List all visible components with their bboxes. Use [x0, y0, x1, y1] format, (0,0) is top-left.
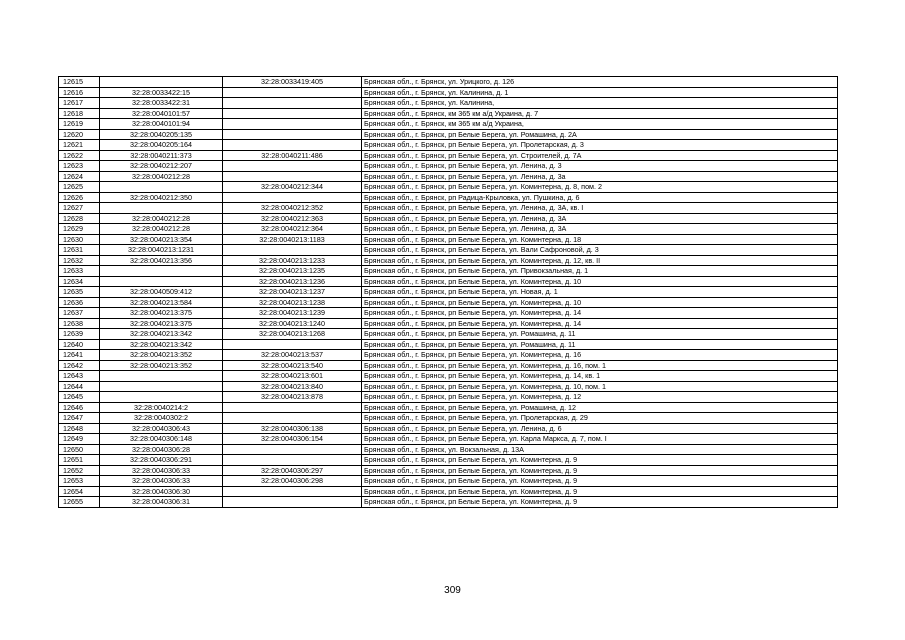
address-cell: Брянская обл., г. Брянск, рп Белые Берега, ул. Коминтерна, д. 9 [362, 476, 838, 487]
address-cell: Брянская обл., г. Брянск, рп Белые Берега, ул. Коминтерна, д. 9 [362, 497, 838, 508]
row-number-cell: 12631 [59, 245, 100, 256]
address-cell: Брянская обл., г. Брянск, рп Белые Берега, ул. Коминтерна, д. 10 [362, 276, 838, 287]
address-cell: Брянская обл., г. Брянск, рп Белые Берега, ул. Карла Маркса, д. 7, пом. I [362, 434, 838, 445]
land-cadastral-number-cell: 32:28:0040306:33 [100, 476, 223, 487]
land-cadastral-number-cell: 32:28:0040302:2 [100, 413, 223, 424]
row-number-cell: 12649 [59, 434, 100, 445]
building-cadastral-number-cell: 32:28:0040213:1240 [223, 318, 362, 329]
building-cadastral-number-cell: 32:28:0040213:540 [223, 360, 362, 371]
building-cadastral-number-cell: 32:28:0040212:363 [223, 213, 362, 224]
address-cell: Брянская обл., г. Брянск, рп Белые Берега, ул. Ленина, д. 3а [362, 171, 838, 182]
table-row [59, 203, 838, 214]
row-number-cell: 12628 [59, 213, 100, 224]
building-cadastral-number-cell: 32:28:0040212:352 [223, 203, 362, 214]
address-cell: Брянская обл., г. Брянск, рп Белые Берега, ул. Строителей, д. 7А [362, 150, 838, 161]
address-cell: Брянская обл., г. Брянск, рп Белые Берега, ул. Новая, д. 1 [362, 287, 838, 298]
building-cadastral-number-cell: 32:28:0040306:297 [223, 465, 362, 476]
table-row [59, 465, 838, 476]
table-row [59, 413, 838, 424]
building-cadastral-number-cell: 32:28:0040211:486 [223, 150, 362, 161]
table-row [59, 255, 838, 266]
row-number-cell: 12654 [59, 486, 100, 497]
building-cadastral-number-cell [223, 413, 362, 424]
row-number-cell: 12650 [59, 444, 100, 455]
land-cadastral-number-cell [100, 77, 223, 88]
table-row [59, 171, 838, 182]
building-cadastral-number-cell: 32:28:0040213:1268 [223, 329, 362, 340]
land-cadastral-number-cell [100, 203, 223, 214]
land-cadastral-number-cell: 32:28:0040212:28 [100, 224, 223, 235]
table-row [59, 266, 838, 277]
building-cadastral-number-cell [223, 119, 362, 130]
table-row [59, 455, 838, 466]
row-number-cell: 12632 [59, 255, 100, 266]
land-cadastral-number-cell [100, 392, 223, 403]
land-cadastral-number-cell: 32:28:0040212:350 [100, 192, 223, 203]
row-number-cell: 12615 [59, 77, 100, 88]
address-cell: Брянская обл., г. Брянск, рп Белые Берега, ул. Ромашина, д. 2А [362, 129, 838, 140]
row-number-cell: 12616 [59, 87, 100, 98]
row-number-cell: 12633 [59, 266, 100, 277]
table-row [59, 98, 838, 109]
address-cell: Брянская обл., г. Брянск, км 365 км а/д Украина, [362, 119, 838, 130]
table-row [59, 234, 838, 245]
address-cell: Брянская обл., г. Брянск, рп Белые Берега, ул. Коминтерна, д. 14 [362, 308, 838, 319]
building-cadastral-number-cell: 32:28:0040213:1236 [223, 276, 362, 287]
row-number-cell: 12639 [59, 329, 100, 340]
land-cadastral-number-cell: 32:28:0040212:207 [100, 161, 223, 172]
row-number-cell: 12645 [59, 392, 100, 403]
row-number-cell: 12641 [59, 350, 100, 361]
table-row [59, 245, 838, 256]
row-number-cell: 12655 [59, 497, 100, 508]
row-number-cell: 12652 [59, 465, 100, 476]
table-row [59, 381, 838, 392]
building-cadastral-number-cell: 32:28:0040213:601 [223, 371, 362, 382]
building-cadastral-number-cell [223, 455, 362, 466]
land-cadastral-number-cell [100, 266, 223, 277]
land-cadastral-number-cell [100, 182, 223, 193]
building-cadastral-number-cell [223, 140, 362, 151]
land-cadastral-number-cell: 32:28:0040213:342 [100, 329, 223, 340]
address-cell: Брянская обл., г. Брянск, ул. Урицкого, д. 126 [362, 77, 838, 88]
building-cadastral-number-cell [223, 129, 362, 140]
address-cell: Брянская обл., г. Брянск, ул. Вокзальная, д. 13А [362, 444, 838, 455]
table-row [59, 161, 838, 172]
table-row [59, 108, 838, 119]
building-cadastral-number-cell [223, 98, 362, 109]
address-cell: Брянская обл., г. Брянск, рп Белые Берега, ул. Коминтерна, д. 8, пом. 2 [362, 182, 838, 193]
table-row [59, 350, 838, 361]
building-cadastral-number-cell [223, 171, 362, 182]
table-row [59, 77, 838, 88]
address-cell: Брянская обл., г. Брянск, рп Белые Берега, ул. Коминтерна, д. 12 [362, 392, 838, 403]
row-number-cell: 12640 [59, 339, 100, 350]
address-cell: Брянская обл., г. Брянск, рп Белые Берега, ул. Ромашина, д. 12 [362, 402, 838, 413]
land-cadastral-number-cell: 32:28:0040213:1231 [100, 245, 223, 256]
row-number-cell: 12653 [59, 476, 100, 487]
land-cadastral-number-cell: 32:28:0040101:94 [100, 119, 223, 130]
address-cell: Брянская обл., г. Брянск, рп Белые Берега, ул. Коминтерна, д. 10, пом. 1 [362, 381, 838, 392]
address-cell: Брянская обл., г. Брянск, рп Белые Берега, ул. Коминтерна, д. 9 [362, 465, 838, 476]
table-row [59, 287, 838, 298]
table-row [59, 371, 838, 382]
building-cadastral-number-cell [223, 161, 362, 172]
table-row [59, 476, 838, 487]
building-cadastral-number-cell: 32:28:0033419:405 [223, 77, 362, 88]
address-cell: Брянская обл., г. Брянск, рп Белые Берега, ул. Ромашина, д. 11 [362, 339, 838, 350]
table-row [59, 87, 838, 98]
land-cadastral-number-cell: 32:28:0040214:2 [100, 402, 223, 413]
land-cadastral-number-cell: 32:28:0040213:352 [100, 360, 223, 371]
building-cadastral-number-cell: 32:28:0040213:537 [223, 350, 362, 361]
building-cadastral-number-cell: 32:28:0040306:154 [223, 434, 362, 445]
row-number-cell: 12644 [59, 381, 100, 392]
building-cadastral-number-cell [223, 192, 362, 203]
row-number-cell: 12651 [59, 455, 100, 466]
building-cadastral-number-cell: 32:28:0040213:1183 [223, 234, 362, 245]
address-cell: Брянская обл., г. Брянск, ул. Калинина, д. 1 [362, 87, 838, 98]
table-row [59, 140, 838, 151]
row-number-cell: 12630 [59, 234, 100, 245]
building-cadastral-number-cell: 32:28:0040213:1235 [223, 266, 362, 277]
land-cadastral-number-cell: 32:28:0040213:352 [100, 350, 223, 361]
address-cell: Брянская обл., г. Брянск, рп Белые Берега, ул. Ленина, д. 3А [362, 224, 838, 235]
table-row [59, 308, 838, 319]
table-row [59, 150, 838, 161]
address-cell: Брянская обл., г. Брянск, рп Белые Берега, ул. Коминтерна, д. 10 [362, 297, 838, 308]
table-row [59, 182, 838, 193]
address-cell: Брянская обл., г. Брянск, рп Белые Берега, ул. Пролетарская, д. 3 [362, 140, 838, 151]
land-cadastral-number-cell: 32:28:0040205:135 [100, 129, 223, 140]
row-number-cell: 12622 [59, 150, 100, 161]
building-cadastral-number-cell: 32:28:0040213:878 [223, 392, 362, 403]
building-cadastral-number-cell: 32:28:0040213:1239 [223, 308, 362, 319]
row-number-cell: 12642 [59, 360, 100, 371]
land-cadastral-number-cell: 32:28:0040213:375 [100, 318, 223, 329]
row-number-cell: 12619 [59, 119, 100, 130]
land-cadastral-number-cell: 32:28:0040306:291 [100, 455, 223, 466]
address-cell: Брянская обл., г. Брянск, рп Белые Берега, ул. Ленина, д. 3 [362, 161, 838, 172]
table-row [59, 497, 838, 508]
address-cell: Брянская обл., г. Брянск, км 365 км а/д Украина, д. 7 [362, 108, 838, 119]
address-cell: Брянская обл., г. Брянск, ул. Калинина, [362, 98, 838, 109]
building-cadastral-number-cell [223, 339, 362, 350]
row-number-cell: 12627 [59, 203, 100, 214]
land-cadastral-number-cell: 32:28:0040211:373 [100, 150, 223, 161]
land-cadastral-number-cell [100, 381, 223, 392]
building-cadastral-number-cell [223, 87, 362, 98]
land-cadastral-number-cell: 32:28:0033422:15 [100, 87, 223, 98]
land-cadastral-number-cell: 32:28:0040101:57 [100, 108, 223, 119]
building-cadastral-number-cell: 32:28:0040213:1238 [223, 297, 362, 308]
building-cadastral-number-cell [223, 245, 362, 256]
address-cell: Брянская обл., г. Брянск, рп Белые Берега, ул. Вали Сафроновой, д. 3 [362, 245, 838, 256]
land-cadastral-number-cell [100, 276, 223, 287]
table-row [59, 392, 838, 403]
row-number-cell: 12623 [59, 161, 100, 172]
row-number-cell: 12620 [59, 129, 100, 140]
land-cadastral-number-cell: 32:28:0040306:43 [100, 423, 223, 434]
table-row [59, 402, 838, 413]
address-cell: Брянская обл., г. Брянск, рп Белые Берега, ул. Коминтерна, д. 14 [362, 318, 838, 329]
building-cadastral-number-cell: 32:28:0040213:1233 [223, 255, 362, 266]
table-row [59, 276, 838, 287]
row-number-cell: 12624 [59, 171, 100, 182]
cadastral-register-table [58, 76, 838, 508]
row-number-cell: 12626 [59, 192, 100, 203]
building-cadastral-number-cell: 32:28:0040213:840 [223, 381, 362, 392]
land-cadastral-number-cell: 32:28:0040205:164 [100, 140, 223, 151]
address-cell: Брянская обл., г. Брянск, рп Белые Берега, ул. Ленина, д. 6 [362, 423, 838, 434]
land-cadastral-number-cell: 32:28:0040306:31 [100, 497, 223, 508]
land-cadastral-number-cell: 32:28:0040306:28 [100, 444, 223, 455]
table-row [59, 329, 838, 340]
table-row [59, 213, 838, 224]
table-row [59, 318, 838, 329]
building-cadastral-number-cell [223, 444, 362, 455]
land-cadastral-number-cell: 32:28:0040306:33 [100, 465, 223, 476]
land-cadastral-number-cell: 32:28:0040213:354 [100, 234, 223, 245]
building-cadastral-number-cell [223, 402, 362, 413]
address-cell: Брянская обл., г. Брянск, рп Белые Берега, ул. Коминтерна, д. 12, кв. II [362, 255, 838, 266]
table-row [59, 224, 838, 235]
table-row [59, 434, 838, 445]
row-number-cell: 12621 [59, 140, 100, 151]
table-row [59, 119, 838, 130]
row-number-cell: 12648 [59, 423, 100, 434]
land-cadastral-number-cell: 32:28:0040306:148 [100, 434, 223, 445]
address-cell: Брянская обл., г. Брянск, рп Белые Берега, ул. Коминтерна, д. 16, пом. 1 [362, 360, 838, 371]
address-cell: Брянская обл., г. Брянск, рп Белые Берега, ул. Привокзальная, д. 1 [362, 266, 838, 277]
land-cadastral-number-cell: 32:28:0040306:30 [100, 486, 223, 497]
building-cadastral-number-cell: 32:28:0040212:344 [223, 182, 362, 193]
building-cadastral-number-cell: 32:28:0040212:364 [223, 224, 362, 235]
building-cadastral-number-cell [223, 486, 362, 497]
building-cadastral-number-cell: 32:28:0040306:298 [223, 476, 362, 487]
land-cadastral-number-cell: 32:28:0040212:28 [100, 171, 223, 182]
row-number-cell: 12617 [59, 98, 100, 109]
address-cell: Брянская обл., г. Брянск, рп Белые Берега, ул. Коминтерна, д. 9 [362, 486, 838, 497]
address-cell: Брянская обл., г. Брянск, рп Белые Берега, ул. Коминтерна, д. 9 [362, 455, 838, 466]
address-cell: Брянская обл., г. Брянск, рп Белые Берега, ул. Коминтерна, д. 18 [362, 234, 838, 245]
land-cadastral-number-cell: 32:28:0040212:28 [100, 213, 223, 224]
row-number-cell: 12646 [59, 402, 100, 413]
land-cadastral-number-cell: 32:28:0040213:584 [100, 297, 223, 308]
land-cadastral-number-cell [100, 371, 223, 382]
row-number-cell: 12629 [59, 224, 100, 235]
land-cadastral-number-cell: 32:28:0040213:342 [100, 339, 223, 350]
row-number-cell: 12643 [59, 371, 100, 382]
table-row [59, 486, 838, 497]
row-number-cell: 12636 [59, 297, 100, 308]
building-cadastral-number-cell [223, 497, 362, 508]
address-cell: Брянская обл., г. Брянск, рп Белые Берега, ул. Ленина, д. 3А, кв. I [362, 203, 838, 214]
page-number: 309 [444, 585, 461, 596]
address-cell: Брянская обл., г. Брянск, рп Белые Берега, ул. Пролетарская, д. 29 [362, 413, 838, 424]
address-cell: Брянская обл., г. Брянск, рп Белые Берега, ул. Коминтерна, д. 16 [362, 350, 838, 361]
building-cadastral-number-cell [223, 108, 362, 119]
address-cell: Брянская обл., г. Брянск, рп Белые Берега, ул. Ромашина, д. 11 [362, 329, 838, 340]
table-row [59, 339, 838, 350]
address-cell: Брянская обл., г. Брянск, рп Белые Берега, ул. Ленина, д. 3А [362, 213, 838, 224]
land-cadastral-number-cell: 32:28:0040213:356 [100, 255, 223, 266]
building-cadastral-number-cell: 32:28:0040213:1237 [223, 287, 362, 298]
address-cell: Брянская обл., г. Брянск, рп Белые Берега, ул. Коминтерна, д. 14, кв. 1 [362, 371, 838, 382]
table-row [59, 444, 838, 455]
row-number-cell: 12625 [59, 182, 100, 193]
row-number-cell: 12618 [59, 108, 100, 119]
land-cadastral-number-cell: 32:28:0040509:412 [100, 287, 223, 298]
address-cell: Брянская обл., г. Брянск, рп Радица-Крыловка, ул. Пушкина, д. 6 [362, 192, 838, 203]
row-number-cell: 12635 [59, 287, 100, 298]
row-number-cell: 12638 [59, 318, 100, 329]
row-number-cell: 12637 [59, 308, 100, 319]
table-row [59, 192, 838, 203]
row-number-cell: 12647 [59, 413, 100, 424]
land-cadastral-number-cell: 32:28:0033422:31 [100, 98, 223, 109]
building-cadastral-number-cell: 32:28:0040306:138 [223, 423, 362, 434]
register-table-body [59, 77, 838, 508]
row-number-cell: 12634 [59, 276, 100, 287]
table-row [59, 297, 838, 308]
table-row [59, 360, 838, 371]
table-row [59, 129, 838, 140]
table-row [59, 423, 838, 434]
land-cadastral-number-cell: 32:28:0040213:375 [100, 308, 223, 319]
